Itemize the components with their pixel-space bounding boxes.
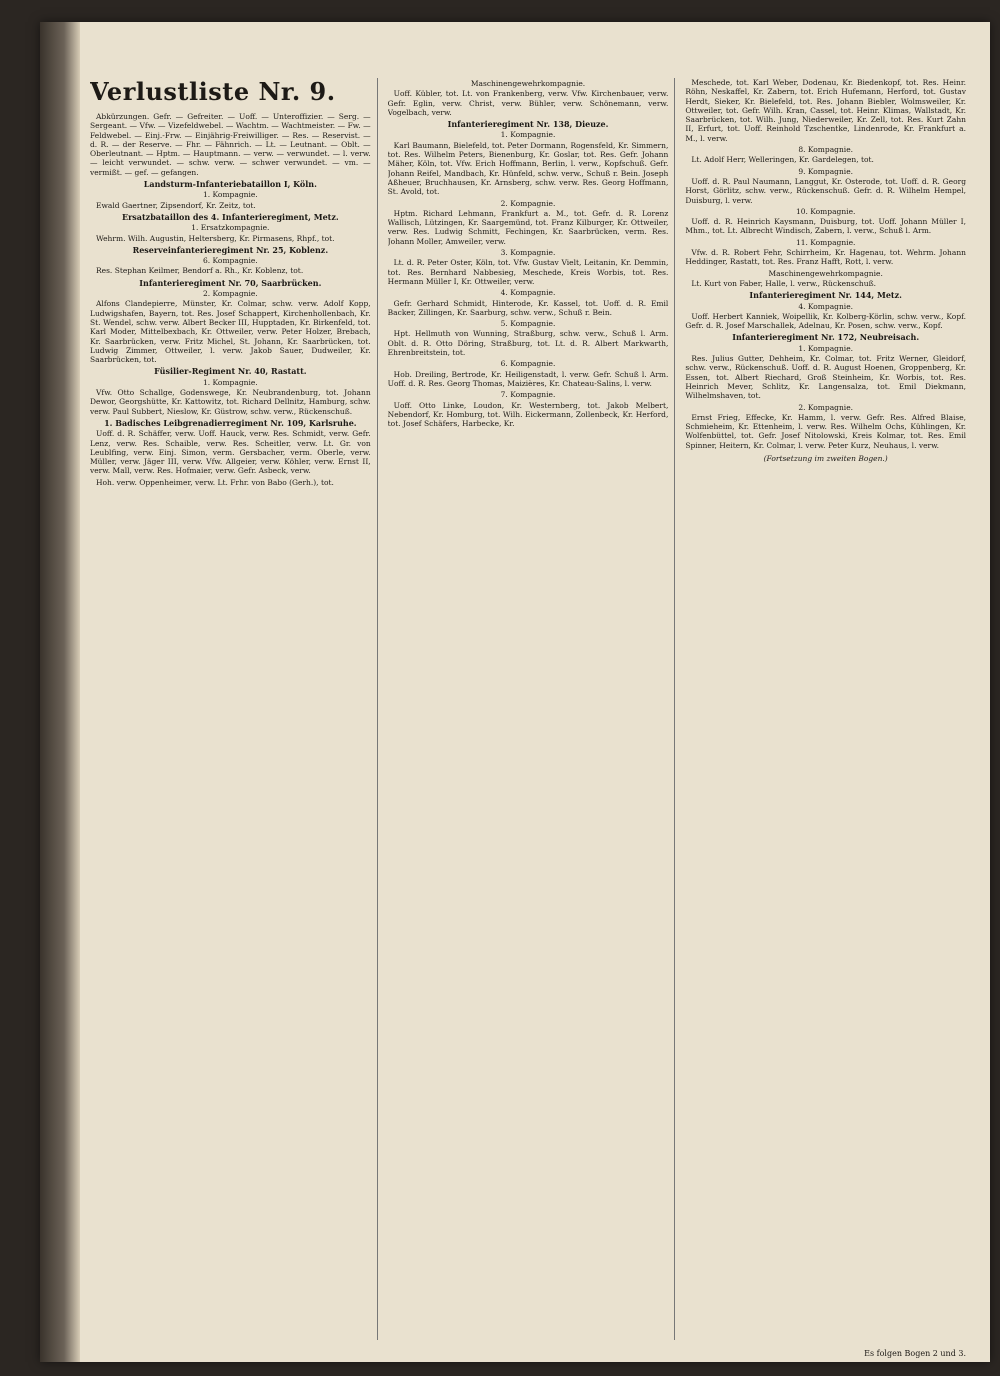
- column-1: [90, 78, 378, 1340]
- company-heading: Maschinengewehrkompagnie.: [470, 79, 586, 88]
- continuation-note: (Fortsetzung im zweiten Bogen.): [763, 453, 888, 463]
- casualty-entry: Uoff. Otto Linke, Loudon, Kr. Westernberg, tot. Jakob Melbert, Nebendorf, Kr. Homburg, tot. Wilh. Eickermann, Zollenbeck, Kr. Herford, tot. Josef Schäfers, Harbecke, Kr.: [387, 400, 669, 429]
- casualty-entry: Karl Baumann, Bielefeld, tot. Peter Dormann, Rogensfeld, Kr. Simmern, tot. Res. Wilhelm Peters, Bienenburg, Kr. Goslar, tot. Res. Gefr. Johann Mäher, Köln, tot. Vfw. Erich Hoffmann, Berlin, l. verw., Kopfschuß. Gefr. Johann Reifel, Mandbach, Kr. Hünfeld, schw. verw., Schuß r. Bein. Joseph Aßheuer, Bruchhausen, Kr. Arnsberg, schw. verw. Res. Georg Hoffmann, St. Avold, tot.: [387, 140, 669, 197]
- company-heading: 4. Kompagnie.: [500, 288, 556, 298]
- company-heading: 1. Kompagnie.: [798, 343, 854, 353]
- regiment-heading: Füsilier-Regiment Nr. 40, Rastatt.: [154, 366, 307, 377]
- company-heading: 2. Kompagnie.: [500, 198, 556, 208]
- regiment-heading: Infanterieregiment Nr. 172, Neubreisach.: [732, 332, 920, 343]
- casualty-entry: Uoff. d. R. Heinrich Kaysmann, Duisburg, tot. Uoff. Johann Müller I, Mhm., tot. Lt. Albrecht Windisch, Zabern, l. verw., Schuß l. Arm.: [685, 217, 967, 236]
- company-heading: 6. Kompagnie.: [202, 256, 258, 266]
- company-heading: 1. Kompagnie.: [500, 130, 556, 140]
- regiment-heading: Landsturm-Infanteriebataillon I, Köln.: [143, 179, 317, 190]
- company-heading: 8. Kompagnie.: [798, 145, 854, 155]
- company-heading: 1. Ersatzkompagnie.: [191, 223, 270, 233]
- page-title: Verlustliste Nr. 9.: [90, 78, 336, 106]
- company-heading: 1. Kompagnie.: [202, 190, 258, 200]
- company-heading: 6. Kompagnie.: [500, 359, 556, 369]
- casualty-entry: Hptm. Richard Lehmann, Frankfurt a. M., tot. Gefr. d. R. Lorenz Wallisch, Lützingen, Kr. Saargemünd, tot. Franz Kilburger, Kr. Ottweiler, verw. Res. Ludwig Schmitt, Fechingen, Kr. Saarbrücken, verm. Res. Johann Moller, Amweiler, verw.: [387, 208, 669, 246]
- company-heading: 4. Kompagnie.: [798, 301, 854, 311]
- casualty-entry: Uoff. Kübler, tot. Lt. von Frankenberg, verw. Vfw. Kirchenbauer, verw. Gefr. Eglin, verw. Christ, verw. Bühler, verw. Schönemann, verw. Vogelbach, verw.: [387, 89, 669, 117]
- page-footer: Es folgen Bogen 2 und 3.: [864, 1349, 966, 1358]
- company-heading: 5. Kompagnie.: [500, 319, 556, 329]
- casualty-entry: Gefr. Gerhard Schmidt, Hinterode, Kr. Kassel, tot. Uoff. d. R. Emil Backer, Zillingen, Kr. Saarburg, schw. verw., Schuß r. Bein.: [387, 298, 669, 317]
- regiment-heading: Infanterieregiment Nr. 144, Metz.: [749, 290, 902, 301]
- casualty-entry: Vfw. d. R. Robert Fehr, Schirrheim, Kr. Hagenau, tot. Wehrm. Johann Heddinger, Rastatt, tot. Res. Franz Hafft, Rott, l. verw.: [685, 248, 967, 267]
- company-heading: 10. Kompagnie.: [795, 206, 856, 216]
- column-2: [388, 78, 676, 1340]
- casualty-entry: Lt. Kurt von Faber, Halle, l. verw., Rückenschuß.: [691, 278, 876, 288]
- casualty-entry: Res. Julius Gutter, Dehheim, Kr. Colmar, tot. Fritz Werner, Gleidorf, schw. verw., Rückenschuß. Uoff. d. R. August Hoenen, Groppenberg, Kr. Essen, tot. Albert Riechard, Groß Steinheim, Kr. Worbis, tot. Res. Heinrich Mever, Schlitz, Kr. Langensalza, tot. Emil Diekmann, Wilhelmshaven, tot.: [685, 354, 967, 401]
- company-heading: Maschinengewehrkompagnie.: [768, 268, 883, 278]
- book-spine: [40, 22, 80, 1362]
- casualty-entry: Vfw. Otto Schallge, Godenswege, Kr. Neubrandenburg, tot. Johann Dewor, Georgshütte, Kr. Kattowitz, tot. Richard Dellnitz, Hamburg, schw. verw. Paul Subbert, Nieslow, Kr. Güstrow, schw. verw., Rückenschuß.: [90, 388, 371, 416]
- company-heading: 3. Kompagnie.: [500, 248, 556, 258]
- casualty-entry: Lt. d. R. Peter Oster, Köln, tot. Vfw. Gustav Vielt, Leitanin, Kr. Demmin, tot. Res. Bernhard Nabbesieg, Meschede, Kreis Worbis, tot. Res. Hermann Müller I, Kr. Ottweiler, verw.: [387, 258, 669, 286]
- regiment-heading: Infanterieregiment Nr. 138, Dieuze.: [447, 119, 609, 130]
- casualty-entry: Hob. Dreiling, Bertrode, Kr. Heiligenstadt, l. verw. Gefr. Schuß l. Arm. Uoff. d. R. Res. Georg Thomas, Maizières, Kr. Chateau-Salins, l. verw.: [387, 369, 669, 388]
- regiment-heading: Reserveinfanterieregiment Nr. 25, Koblenz.: [132, 244, 329, 255]
- company-heading: 1. Kompagnie.: [202, 377, 258, 387]
- casualty-entry: Res. Stephan Keilmer, Bendorf a. Rh., Kr. Koblenz, tot.: [96, 266, 304, 276]
- company-heading: 7. Kompagnie.: [500, 390, 556, 400]
- casualty-entry: Ernst Frieg, Effecke, Kr. Hamm, l. verw. Gefr. Res. Alfred Blaise, Schmieheim, Kr. Ettenheim, l. verw. Res. Wilhelm Ochs, Kühlingen, Kr. Wolfenbüttel, tot. Gefr. Josef Nitolowski, Kreis Kolmar, tot. Res. Emil Spinner, Heitern, Kr. Colmar, l. verw. Peter Kurz, Neuhaus, l. verw.: [685, 412, 967, 450]
- casualty-entry: Uoff. d. R. Schäffer, verw. Uoff. Hauck, verw. Res. Schmidt, verw. Gefr. Lenz, verw. Res. Schaible, verw. Res. Scheitler, verw. Lt. Gr. von Leublfing, verw. Einj. Simon, verm. Gersbacher, verm. Oberle, verw. Müller, verw. Jäger III, verw. Vfw. Allgeier, verw. Köhler, verw. Ernst II, verw. Mall, verw. Res. Hofmaier, verw. Gefr. Asbeck, verw.: [90, 429, 371, 476]
- casualty-entry: Lt. Adolf Herr, Welleringen, Kr. Gardelegen, tot.: [691, 155, 874, 165]
- casualty-entry: Uoff. Herbert Kanniek, Woipellik, Kr. Kolberg-Körlin, schw. verw., Kopf. Gefr. d. R. Josef Marschallek, Adelnau, Kr. Posen, schw. verw., Kopf.: [685, 311, 967, 331]
- company-heading: 9. Kompagnie.: [798, 166, 854, 176]
- company-heading: 2. Kompagnie.: [202, 289, 258, 299]
- regiment-heading: Infanterieregiment Nr. 70, Saarbrücken.: [139, 277, 322, 288]
- page-columns: [90, 78, 972, 1340]
- regiment-heading: 1. Badisches Leibgrenadierregiment Nr. 109, Karlsruhe.: [104, 417, 357, 428]
- casualty-entry: Wehrm. Wilh. Augustin, Heltersberg, Kr. Pirmasens, Rhpf., tot.: [96, 233, 335, 243]
- casualty-entry: Alfons Clandepierre, Münster, Kr. Colmar, schw. verw. Adolf Kopp, Ludwigshafen, Bayern, tot. Res. Josef Schappert, Kirchenhollenbach, Kr. St. Wendel, schw. verw. Albert Becker III, Hupptaden, Kr. Birkenfeld, tot. Karl Moder, Mittelbexbach, Kr. Ottweiler, verw. Peter Holzer, Brebach, Kr. Saarbrücken, verw. Fritz Michel, St. Johann, Kr. Saarbrücken, tot. Ludwig Zimmer, Ottweiler, l. verw. Jakob Sauer, Dudweiler, Kr. Saarbrücken, tot.: [90, 299, 371, 365]
- casualty-entry: Meschede, tot. Karl Weber, Dodenau, Kr. Biedenkopf, tot. Res. Heinr. Röhn, Neskaffel, Kr. Zabern, tot. Erich Hufemann, Herford, tot. Gustav Herdt, Sieker, Kr. Bielefeld, tot. Res. Johann Biebler, Wolmsweiler, Kr. Ottweiler, tot. Gefr. Wilh. Kran, Cassel, tot. Heinr. Klimas, Wallstadt, Kr. Saarbrücken, tot. Wilh. Jung, Niederweiler, Kr. Zell, tot. Res. Kurt Zahn II, Erfurt, tot. Uoff. Reinhold Tzschentke, Lindenrode, Kr. Frankfurt a. M., l. verw.: [685, 78, 967, 143]
- casualty-entry: Uoff. d. R. Paul Naumann, Langgut, Kr. Osterode, tot. Uoff. d. R. Georg Horst, Görlitz, schw. verw., Rückenschuß. Gefr. d. R. Wilhelm Hempel, Duisburg, l. verw.: [685, 176, 967, 205]
- casualty-entry: Ewald Gaertner, Zipsendorf, Kr. Zeitz, tot.: [96, 200, 256, 210]
- abbreviations: Abkürzungen. Gefr. — Gefreiter. — Uoff. — Unteroffizier. — Serg. — Sergeant. — Vfw. — Vizefeldwebel. — Wachtm. — Wachtmeister. — Fw. — Feldwebel. — Einj.-Frw. — Einjährig-Freiwilliger. — Res. — Reservist. — d. R. — der Reserve. — Fhr. — Fähnrich. — Lt. — Leutnant. — Oblt. — Oberleutnant. — Hptm. — Hauptmann. — verw. — verwundet. — l. verw. — leicht verwundet. — schw. verw. — schwer verwundet. — vm. — vermißt. — gef. — gefangen.: [90, 112, 371, 177]
- company-heading: 2. Kompagnie.: [798, 402, 854, 412]
- column-3: [685, 78, 972, 1340]
- regiment-heading: Ersatzbataillon des 4. Infanterieregiment, Metz.: [121, 211, 339, 222]
- company-heading: 11. Kompagnie.: [795, 237, 856, 247]
- newspaper-page: [40, 22, 990, 1362]
- casualty-entry: Hpt. Hellmuth von Wunning, Straßburg, schw. verw., Schuß l. Arm. Oblt. d. R. Otto Döring, Straßburg, tot. Lt. d. R. Albert Markwarth, Ehrenbreitstein, tot.: [387, 329, 669, 358]
- casualty-entry: Hoh. verw. Oppenheimer, verw. Lt. Frhr. von Babo (Gerh.), tot.: [96, 477, 334, 487]
